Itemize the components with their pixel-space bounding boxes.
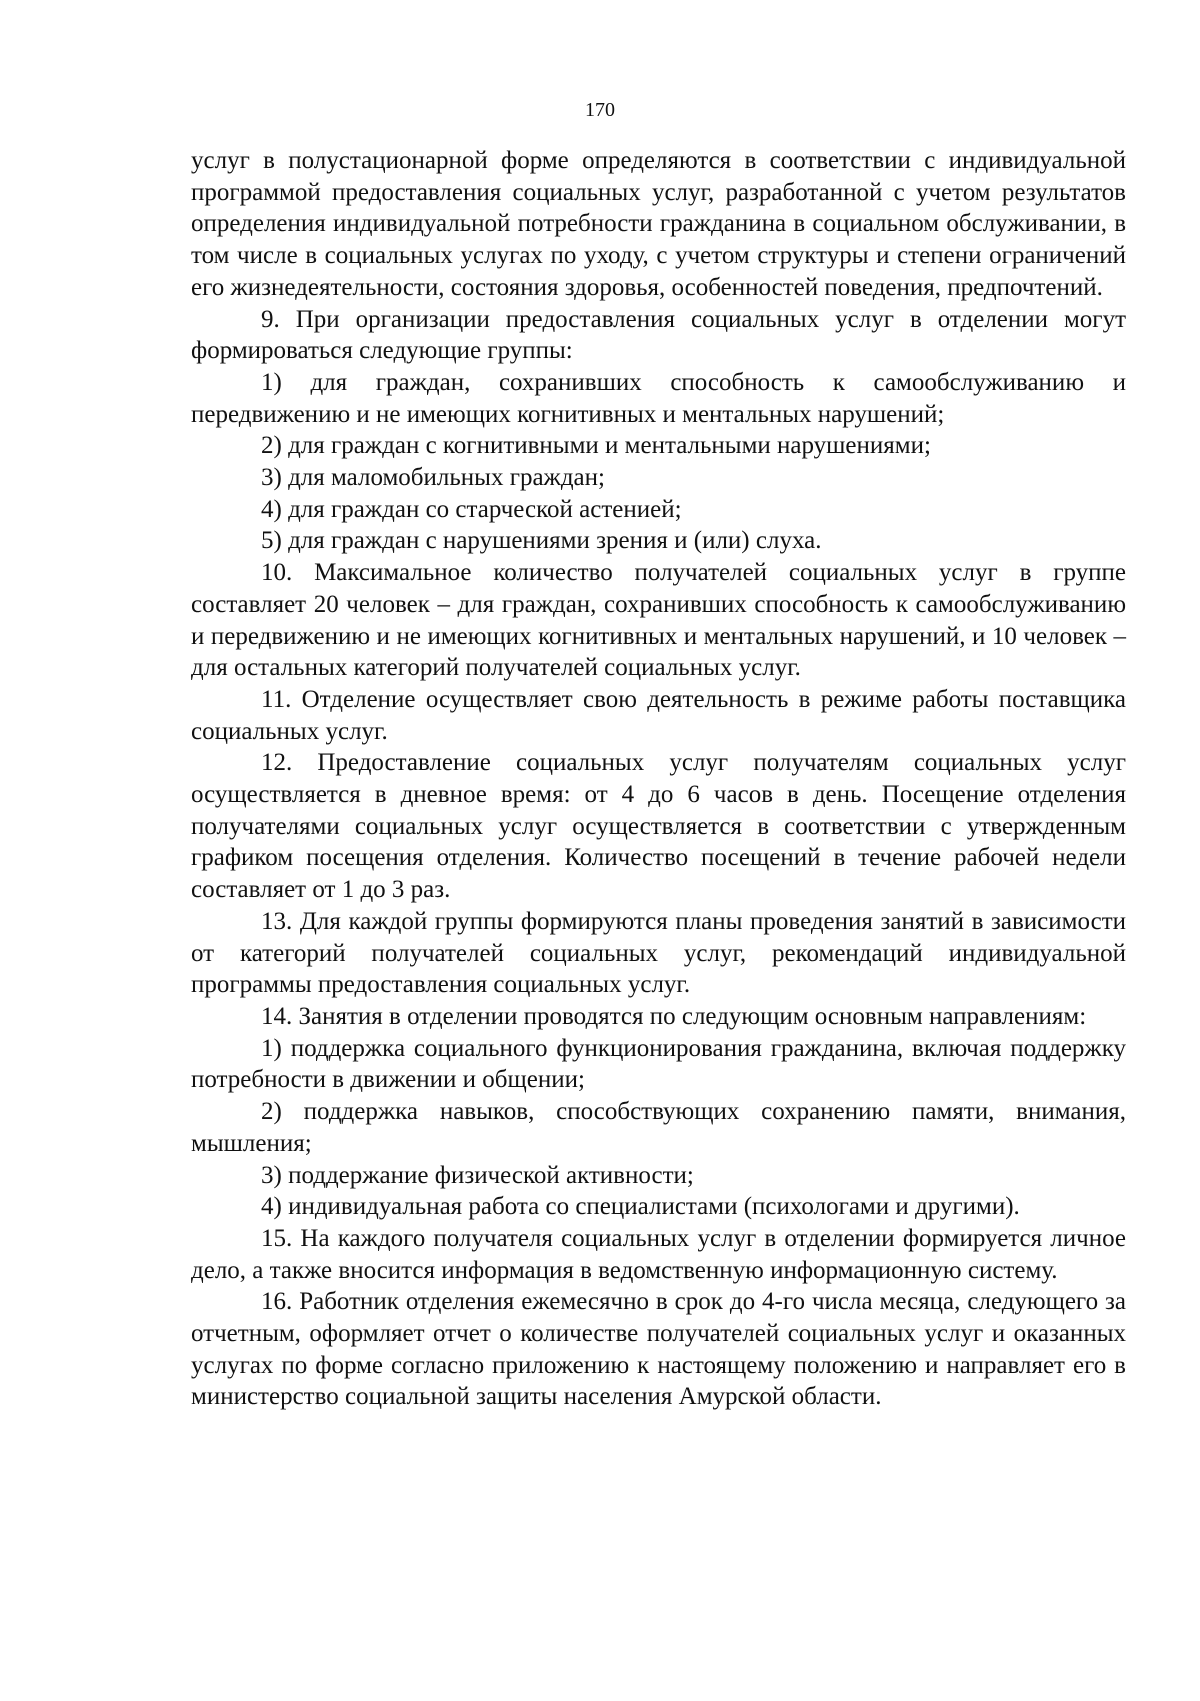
paragraph-item-15: 15. На каждого получателя социальных услуг в отделении формируется личное дело, а также вносится информация в ведомственную информационную систему. (191, 1224, 1126, 1284)
list-item-14-1: 1) поддержка социального функционирования гражданина, включая поддержку потребности в движении и общении; (191, 1034, 1126, 1094)
paragraph-item-11: 11. Отделение осуществляет свою деятельность в режиме работы поставщика социальных услуг. (191, 685, 1126, 745)
page-number: 170 (585, 99, 615, 121)
paragraph-item-10: 10. Максимальное количество получателей социальных услуг в группе составляет 20 человек – для граждан, сохранивших способность к самообслуживанию и передвижению и не имеющих когнитивных и ментальных нарушений, и 10 человек – для остальных категорий получателей социальных услуг. (191, 559, 1126, 682)
paragraph-item-16: 16. Работник отделения ежемесячно в срок до 4-го числа месяца, следующего за отчетным, оформляет отчет о количестве получателей социальных услуг и оказанных услугах по форме согласно приложению к настоящему положению и направляет его в министерство социальной защиты населения Амурской области. (191, 1288, 1126, 1411)
document-body (191, 145, 1126, 1413)
list-item-14-2: 2) поддержка навыков, способствующих сохранению памяти, внимания, мышления; (191, 1098, 1126, 1157)
list-item-9-4: 4) для граждан со старческой астенией; (261, 495, 682, 523)
paragraph-continuation: услуг в полустационарной форме определяются в соответствии с индивидуальной программой предоставления социальных услуг, разработанной с учетом результатов определения индивидуальной потребности гражданина в социальном обслуживании, в том числе в социальных услугах по уходу, с учетом структуры и степени ограничений его жизнедеятельности, состояния здоровья, особенностей поведения, предпочтений. (191, 147, 1126, 301)
paragraph-item-13: 13. Для каждой группы формируются планы проведения занятий в зависимости от категорий получателей социальных услуг, рекомендаций индивидуальной программы предоставления социальных услуг. (191, 907, 1126, 999)
paragraph-item-12: 12. Предоставление социальных услуг получателям социальных услуг осуществляется в дневное время: от 4 до 6 часов в день. Посещение отделения получателями социальных услуг осуществляется в соответствии с утвержденным графиком посещения отделения. Количество посещений в течение рабочей недели составляет от 1 до 3 раз. (191, 749, 1126, 904)
paragraph-item-14: 14. Занятия в отделении проводятся по следующим основным направлениям: (261, 1002, 1087, 1030)
list-item-9-3: 3) для маломобильных граждан; (261, 464, 605, 492)
paragraph-item-9: 9. При организации предоставления социальных услуг в отделении могут формироваться следующие группы: (191, 305, 1126, 365)
list-item-9-1: 1) для граждан, сохранивших способность к самообслуживанию и передвижению и не имеющих когнитивных и ментальных нарушений; (191, 368, 1126, 428)
list-item-14-4: 4) индивидуальная работа со специалистами (психологами и другими). (261, 1193, 1020, 1221)
list-item-9-5: 5) для граждан с нарушениями зрения и (или) слуха. (261, 527, 822, 555)
list-item-14-3: 3) поддержание физической активности; (261, 1161, 694, 1189)
list-item-9-2: 2) для граждан с когнитивными и ментальными нарушениями; (261, 432, 931, 460)
